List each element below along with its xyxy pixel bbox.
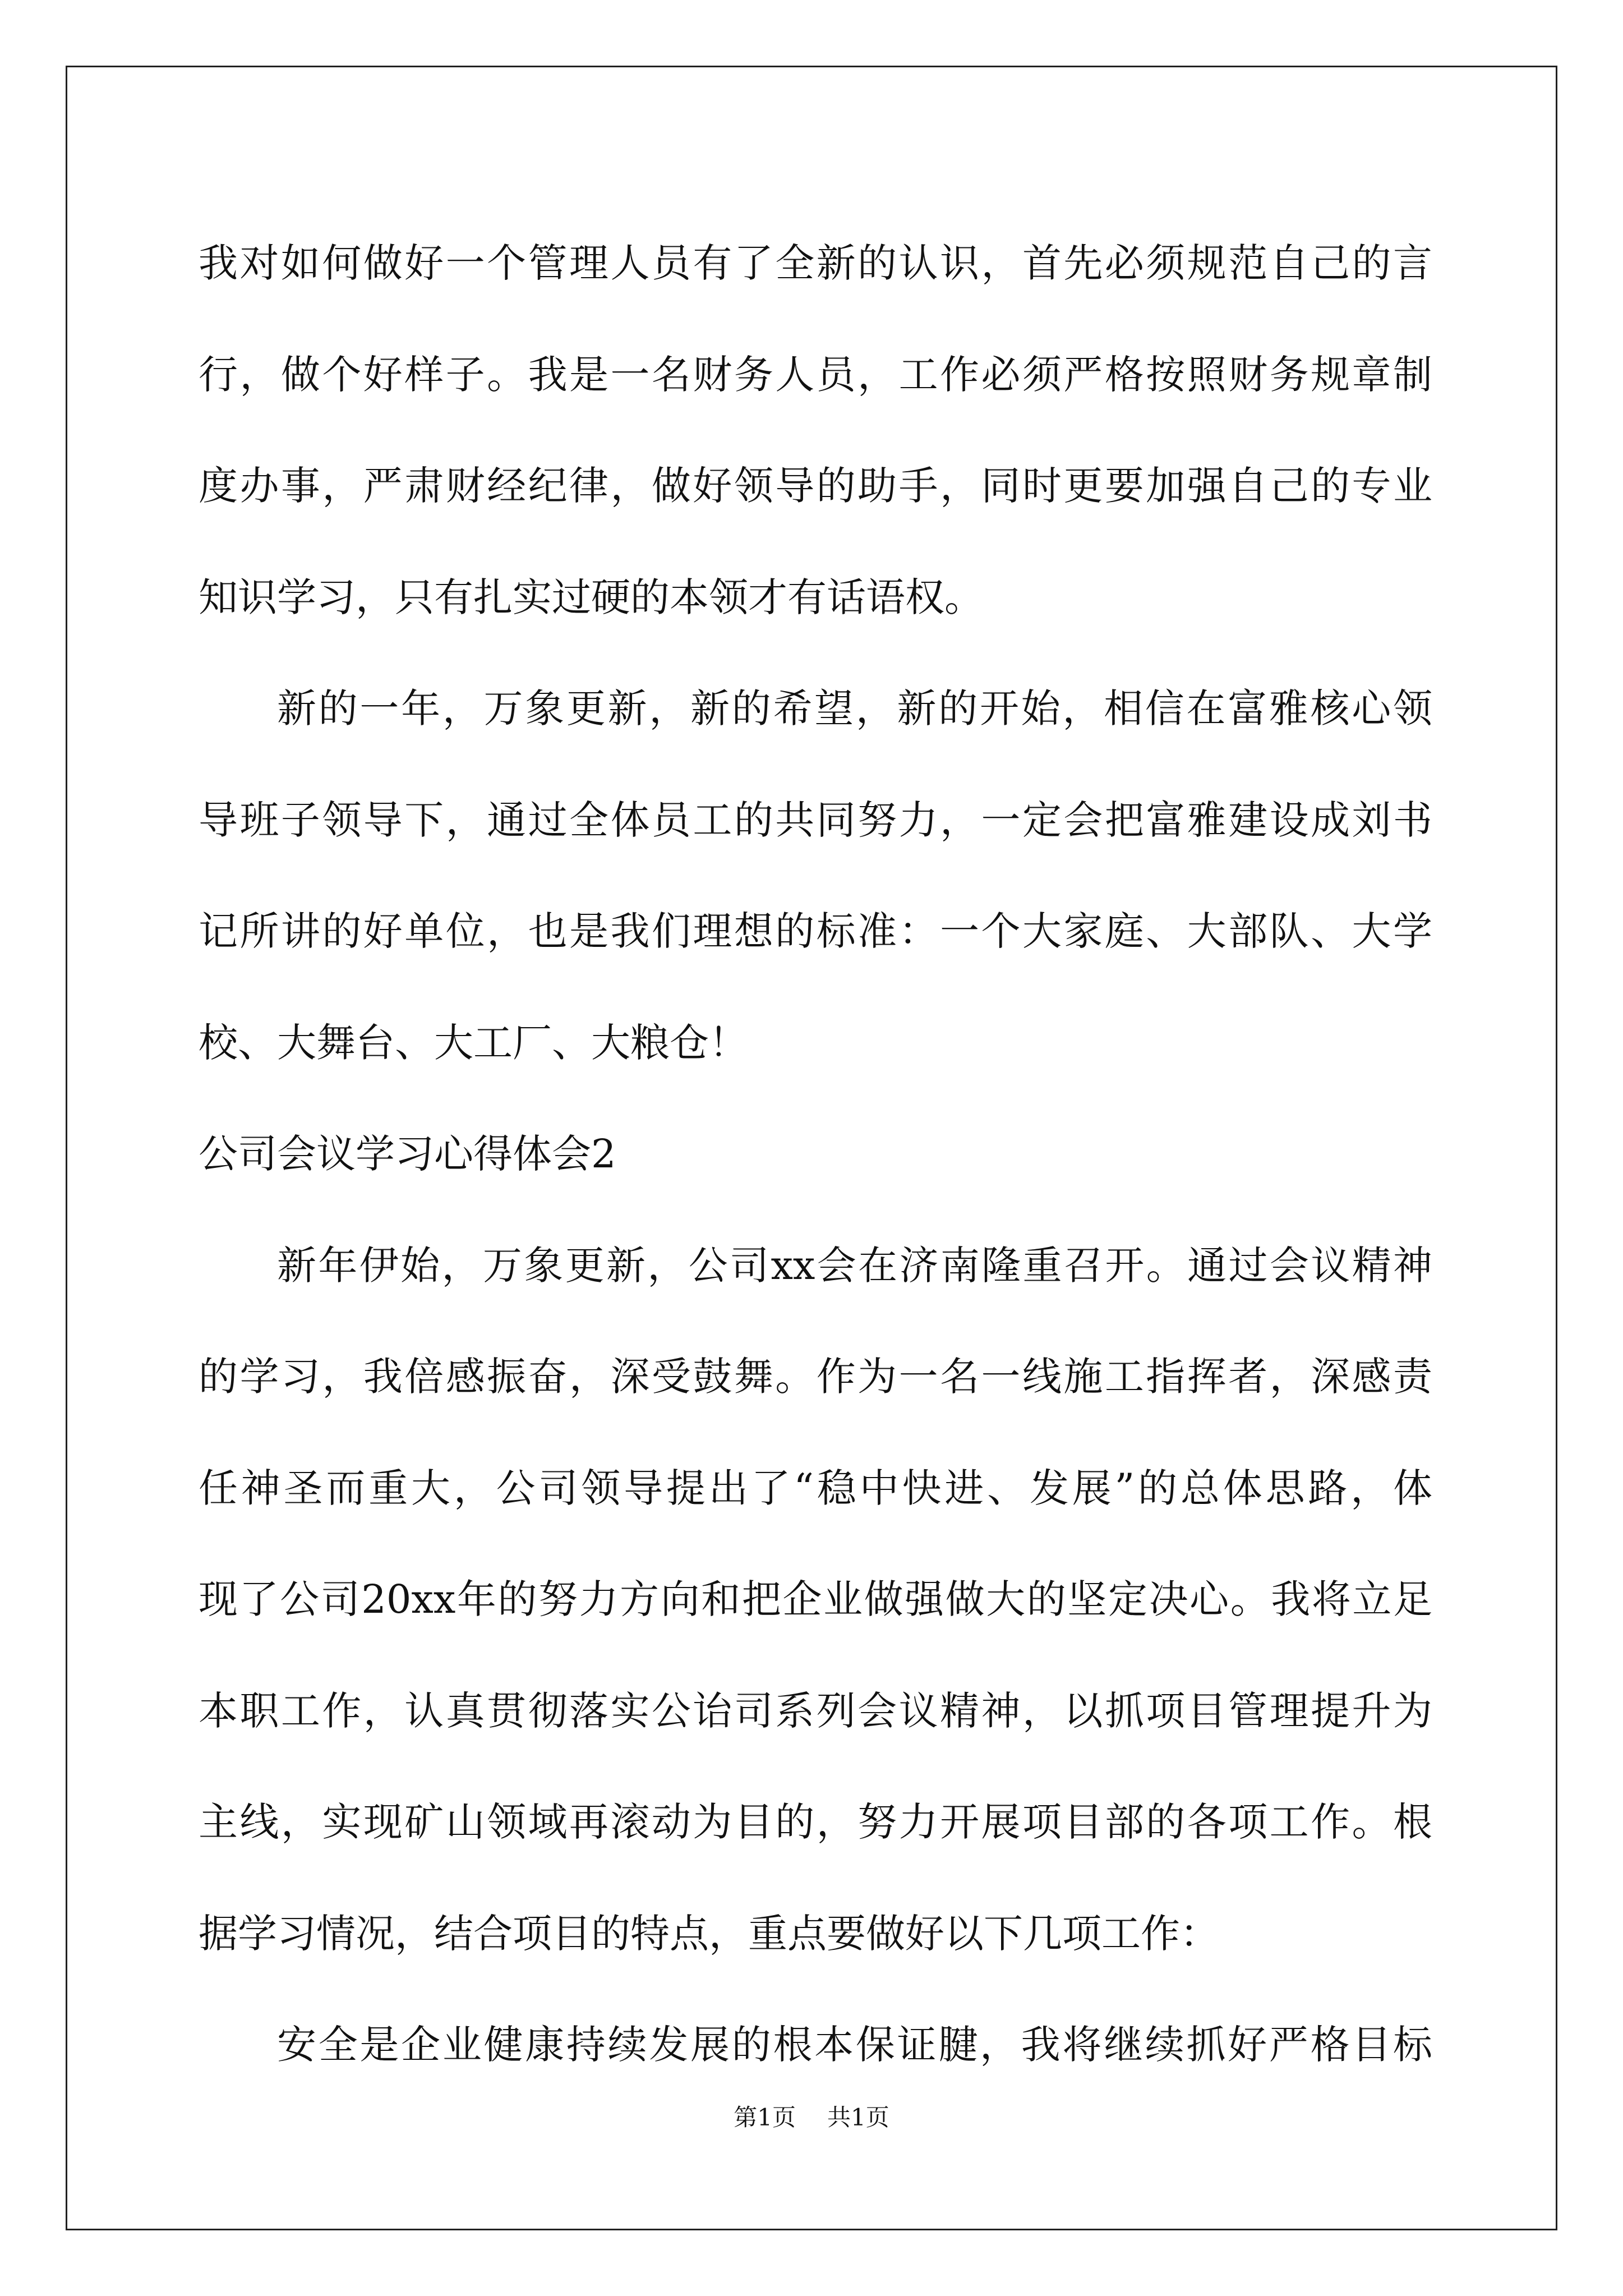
text-line: 校、大舞台、大工厂、大粮仓！ bbox=[199, 1019, 748, 1066]
page-total: 共1页 bbox=[827, 2104, 889, 2131]
text-line: 据学习情况，结合项目的特点，重点要做好以下几项工作： bbox=[199, 1910, 1219, 1957]
paragraph-start-line: 新年伊始，万象更新，公司xx会在济南隆重召开。通过会议精神 bbox=[277, 1242, 1432, 1289]
text-line: 行，做个好样子。我是一名财务人员，工作必须严格按照财务规章制 bbox=[199, 351, 1432, 398]
text-line: 度办事，严肃财经纪律，做好领导的助手，同时更要加强自己的专业 bbox=[199, 463, 1432, 509]
text-line: 我对如何做好一个管理人员有了全新的认识，首先必须规范自己的言 bbox=[199, 240, 1432, 286]
text-line: 导班子领导下，通过全体员工的共同努力，一定会把富雅建设成刘书 bbox=[199, 797, 1432, 843]
page-footer bbox=[0, 2101, 1623, 2134]
text-line: 任神圣而重大，公司领导提出了“稳中快进、发展”的总体思路，体 bbox=[199, 1465, 1432, 1511]
text-line: 现了公司20xx年的努力方向和把企业做强做大的坚定决心。我将立足 bbox=[199, 1576, 1432, 1622]
document-body bbox=[199, 208, 1432, 2101]
text-line: 的学习，我倍感振奋，深受鼓舞。作为一名一线施工指挥者，深感责 bbox=[199, 1354, 1432, 1400]
text-line: 本职工作，认真贯彻落实公诒司系列会议精神，以抓项目管理提升为 bbox=[199, 1687, 1432, 1734]
text-line: 记所讲的好单位，也是我们理想的标准：一个大家庭、大部队、大学 bbox=[199, 908, 1432, 954]
paragraph-start-line: 安全是企业健康持续发展的根本保证腱，我将继续抓好严格目标 bbox=[277, 2022, 1432, 2068]
text-line: 主线，实现矿山领域再滚动为目的，努力开展项目部的各项工作。根 bbox=[199, 1799, 1432, 1845]
paragraph-start-line: 新的一年，万象更新，新的希望，新的开始，相信在富雅核心领 bbox=[277, 685, 1432, 731]
page-number: 第1页 bbox=[734, 2104, 796, 2131]
section-heading: 公司会议学习心得体会2 bbox=[199, 1131, 616, 1177]
text-line: 知识学习，只有扎实过硬的本领才有话语权。 bbox=[199, 574, 984, 620]
